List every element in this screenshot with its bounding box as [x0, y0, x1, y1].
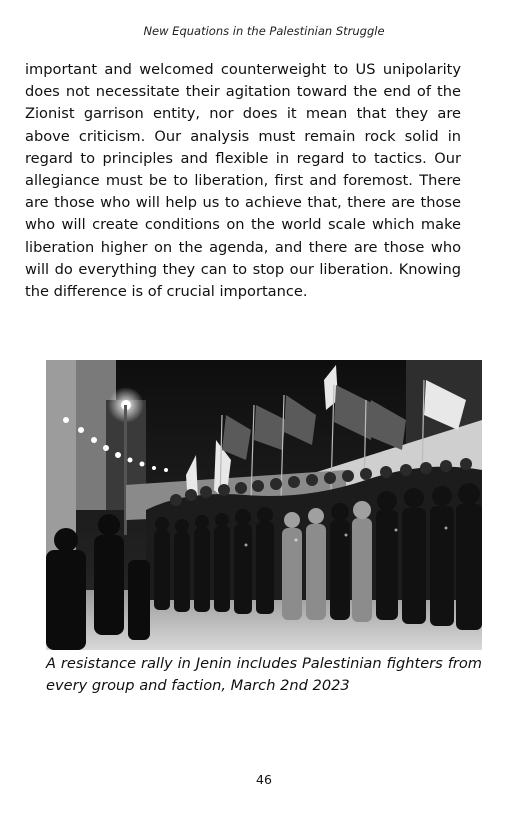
- rally-photo: [46, 360, 482, 650]
- running-header: New Equations in the Palestinian Struggle: [143, 24, 385, 38]
- body-paragraph: important and welcomed counterweight to US unipolarity does not necessitate their agitation toward the end of the Zionist garrison entity, nor does it mean that they are above criticism. Our analysis must remain rock solid in regard to principles and flexible in regard to tactics. Our allegiance must be to liberation, first and foremost. There are those who will help us to achieve that, there are those who will create conditions on the world scale which make liberation higher on the agenda, and there are those who will do everything they can to stop our liberation. Knowing the difference is of crucial importance.: [25, 61, 461, 301]
- page-number: 46: [256, 772, 272, 787]
- photo-caption: A resistance rally in Jenin includes Palestinian fighters from every group and faction, March 2nd 2023: [46, 655, 482, 694]
